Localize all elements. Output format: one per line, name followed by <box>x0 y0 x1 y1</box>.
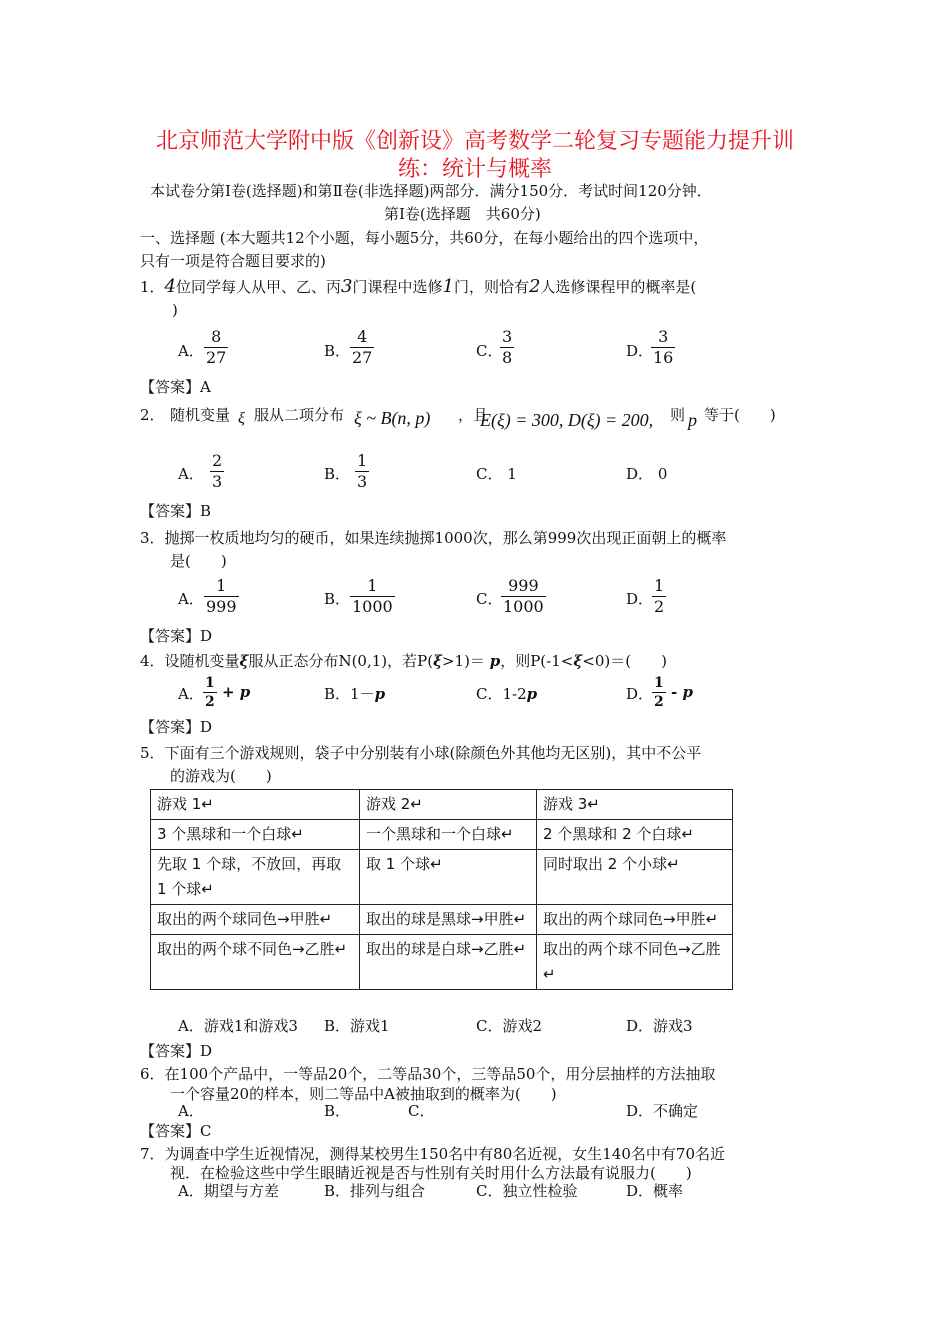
q3-line2: 是( ) <box>170 552 227 570</box>
q5-option-d: D．游戏3 <box>626 1017 693 1035</box>
q1-option-b-label: B． <box>324 342 351 360</box>
q2-condition: E(ξ) = 300, D(ξ) = 200, <box>480 410 654 430</box>
table-cell: 游戏 2↵ <box>360 790 537 820</box>
q2-option-c: C． 1 <box>476 465 517 483</box>
table-cell: 先取 1 个球，不放回，再取 1 个球↵ <box>151 850 360 905</box>
table-cell: 同时取出 2 个小球↵ <box>537 850 733 905</box>
q2-option-a-fraction: $\frac{2}{3}$ <box>212 451 223 491</box>
q7-option-c: C．独立性检验 <box>476 1182 578 1200</box>
q5-option-b: B．游戏1 <box>324 1017 390 1035</box>
q7-line2: 视．在检验这些中学生眼睛近视是否与性别有关时用什么方法最有说服力( ) <box>170 1164 692 1182</box>
q7-line1: 7．为调查中学生近视情况，测得某校男生150名中有80名近视，女生140名中有70名近 <box>140 1145 725 1163</box>
q4-option-a-label: A． <box>178 685 204 703</box>
q4-answer: 【答案】D <box>140 718 213 736</box>
q6-option-d: D．不确定 <box>626 1102 699 1120</box>
intro-text: 本试卷分第Ⅰ卷(选择题)和第Ⅱ卷(非选择题)两部分．满分150分．考试时间120分钟． <box>150 182 712 200</box>
q7-option-a: A．期望与方差 <box>178 1182 279 1200</box>
q5-answer: 【答案】D <box>140 1042 213 1060</box>
table-cell: 取出的球是黑球→甲胜↵ <box>360 905 537 935</box>
table-cell: 游戏 1↵ <box>151 790 360 820</box>
table-cell: 取 1 个球↵ <box>360 850 537 905</box>
question-1-close: ) <box>172 301 178 319</box>
q2-text-3: ，且 <box>458 406 489 424</box>
q1-option-b-fraction: $\frac{4}{27}$ <box>352 327 373 367</box>
table-cell: 取出的两个球不同色→乙胜↵ <box>151 935 360 990</box>
question-1: 1．4位同学每人从甲、乙、丙3门课程中选修1门，则恰有2人选修课程甲的概率是( <box>140 276 697 297</box>
q1-option-a-label: A． <box>178 342 204 360</box>
q3-option-c-label: C． <box>476 590 503 608</box>
q2-text-5: 等于( ) <box>704 406 776 424</box>
q4-option-a-suffix: + p <box>222 683 251 701</box>
q4-option-a-fraction: $\frac{1}{2}$ <box>205 675 215 710</box>
q4-option-c: C．1-2p <box>476 685 538 703</box>
q4-option-d-suffix: - p <box>671 683 693 701</box>
q7-option-b: B．排列与组合 <box>324 1182 426 1200</box>
table-cell: 取出的球是白球→乙胜↵ <box>360 935 537 990</box>
q4-option-d-fraction: $\frac{1}{2}$ <box>654 675 664 710</box>
table-cell: 游戏 3↵ <box>537 790 733 820</box>
table-row <box>151 820 733 850</box>
q2-text-2: 服从二项分布 <box>254 406 345 424</box>
q3-option-d-label: D． <box>626 590 654 608</box>
q5-line1: 5．下面有三个游戏规则，袋子中分别装有小球(除颜色外其他均无区别)，其中不公平 <box>140 744 702 762</box>
section1-line2: 只有一项是符合题目要求的) <box>140 252 326 270</box>
table-cell: 2 个黑球和 2 个白球↵ <box>537 820 733 850</box>
q2-text-4: 则 <box>670 406 686 424</box>
q1-option-c-label: C． <box>476 342 503 360</box>
q3-line1: 3．抛掷一枚质地均匀的硬币，如果连续抛掷1000次，那么第999次出现正面朝上的概率 <box>140 529 727 547</box>
q4-option-b: B．1－p <box>324 685 386 703</box>
document-title-line2: 练：统计与概率 <box>397 157 552 182</box>
q6-option-c: C． <box>408 1102 435 1120</box>
table-row <box>151 790 733 820</box>
section1-line1: 一、选择题 (本大题共12个小题，每小题5分，共60分，在每小题给出的四个选项中， <box>140 229 709 247</box>
q1-option-d-label: D． <box>626 342 654 360</box>
q5-option-c: C．游戏2 <box>476 1017 543 1035</box>
q1-option-d-fraction: $\frac{3}{16}$ <box>653 327 674 367</box>
q3-option-b-fraction: $\frac{1}{1000}$ <box>352 576 393 616</box>
table-cell: 一个黑球和一个白球↵ <box>360 820 537 850</box>
q1-answer: 【答案】A <box>140 378 211 396</box>
q2-distribution: ξ ~ B(n, p) <box>354 408 431 428</box>
q1-option-a-fraction: $\frac{8}{27}$ <box>206 327 227 367</box>
document-title-line1: 北京师范大学附中版《创新设》高考数学二轮复习专题能力提升训 <box>155 129 794 154</box>
q3-option-c-fraction: $\frac{999}{1000}$ <box>503 576 544 616</box>
q6-option-b: B． <box>324 1102 351 1120</box>
q2-option-b-fraction: $\frac{1}{3}$ <box>357 451 368 491</box>
q4-option-d-label: D． <box>626 685 654 703</box>
q2-xi: ξ <box>238 410 245 427</box>
q3-option-a-label: A． <box>178 590 204 608</box>
q6-line1: 6．在100个产品中，一等品20个，二等品30个，三等品50个，用分层抽样的方法抽取 <box>140 1065 716 1083</box>
q2-option-a-label: A． <box>178 465 204 483</box>
table-row <box>151 935 733 990</box>
q1-option-c-fraction: $\frac{3}{8}$ <box>502 327 513 367</box>
q6-line2: 一个容量20的样本，则二等品中A被抽取到的概率为( ) <box>170 1085 557 1103</box>
q3-answer: 【答案】D <box>140 627 213 645</box>
q7-option-d: D．概率 <box>626 1182 684 1200</box>
table-row <box>151 905 733 935</box>
q5-line2: 的游戏为( ) <box>170 767 272 785</box>
q2-option-d: D． 0 <box>626 465 668 483</box>
q3-option-b-label: B． <box>324 590 351 608</box>
q2-p: p <box>688 410 697 430</box>
q6-answer: 【答案】C <box>140 1122 212 1140</box>
table-row <box>151 850 733 905</box>
table-cell: 3 个黑球和一个白球↵ <box>151 820 360 850</box>
q5-option-a: A．游戏1和游戏3 <box>178 1017 298 1035</box>
game-rules-table <box>150 789 733 990</box>
part1-heading: 第Ⅰ卷(选择题 共60分) <box>384 205 541 223</box>
q2-text-1: 随机变量 <box>170 406 231 424</box>
table-cell: 取出的两个球同色→甲胜↵ <box>151 905 360 935</box>
q2-option-b-label: B． <box>324 465 351 483</box>
q3-option-d-fraction: $\frac{1}{2}$ <box>654 576 665 616</box>
question-4: 4．设随机变量ξ服从正态分布N(0,1)，若P(ξ>1)＝ p，则P(-1<ξ<0)＝( ) <box>140 652 667 670</box>
q2-answer: 【答案】B <box>140 502 212 520</box>
table-cell: 取出的两个球同色→甲胜↵ <box>537 905 733 935</box>
q3-option-a-fraction: $\frac{1}{999}$ <box>206 576 237 616</box>
table-cell: 取出的两个球不同色→乙胜↵ <box>537 935 733 990</box>
q6-option-a: A． <box>178 1102 204 1120</box>
q2-num: 2． <box>140 406 165 424</box>
